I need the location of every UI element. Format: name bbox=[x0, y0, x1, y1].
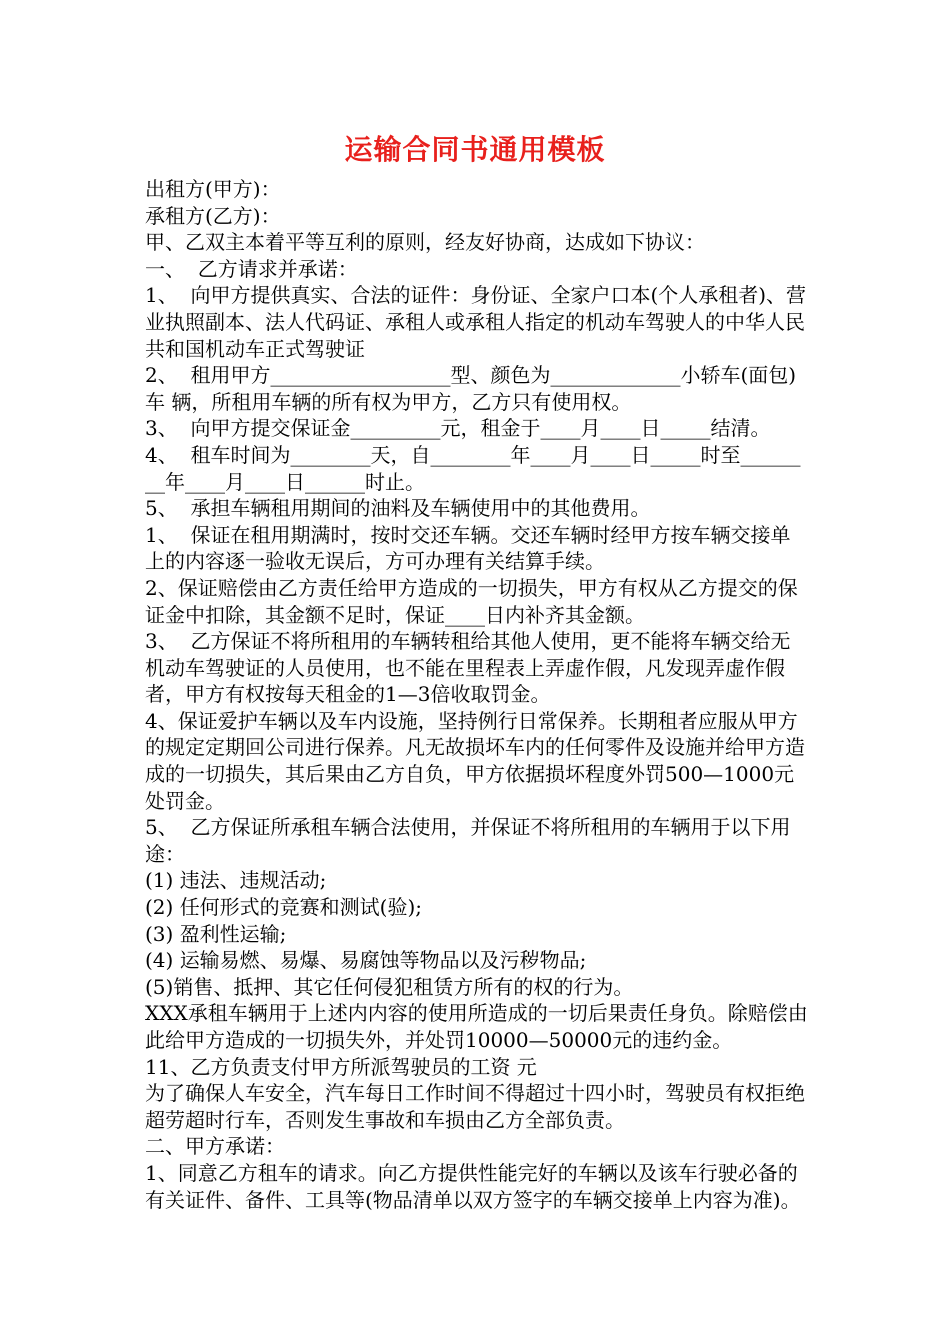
clause-driver-wage: 11、乙方负责支付甲方所派驾驶员的工资 元 bbox=[145, 1054, 537, 1079]
clause-no-sublet: 3、 乙方保证不将所租用的车辆转租给其他人使用，更不能将车辆交给无机动车驾驶证的人员使用，也不能在里程表上弄虚作假，凡发现弄虚作假者，甲方有权按每天租金的1—3倍收取罚金。 bbox=[145, 629, 791, 707]
clause-b3: 3、 向甲方提交保证金_________元，租金于____月____日_____结清。 bbox=[145, 416, 771, 441]
list-item: (3) 盈利性运输; bbox=[145, 921, 287, 946]
party-a-line: 出租方(甲方)： bbox=[145, 177, 281, 201]
party-b-line: 承租方(乙方)： bbox=[145, 203, 281, 228]
section-heading-party-b: 一、 乙方请求并承诺： bbox=[145, 256, 358, 281]
list-item: (2) 任何形式的竞赛和测试(验); bbox=[145, 895, 423, 920]
clause-compensation: 2、保证赔偿由乙方责任给甲方造成的一切损失，甲方有权从乙方提交的保证金中扣除，其金额不足时，保证____日内补齐其金额。 bbox=[145, 575, 798, 627]
list-item: (1) 违法、违规活动; bbox=[145, 868, 327, 893]
section-heading-party-a: 二、甲方承诺： bbox=[145, 1134, 285, 1159]
clause-maintenance: 4、保证爱护车辆以及车内设施，坚持例行日常保养。长期租者应服从甲方的规定定期回公司进行保养。凡无故损坏车内的任何零件及设施并给甲方造成的一切损失，其后果由乙方自负，甲方依据损坏程度外罚500—1000元处罚金。 bbox=[145, 708, 805, 813]
preamble: 甲、乙双主本着平等互利的原则，经友好协商，达成如下协议： bbox=[145, 230, 705, 255]
clause-liability: XXX承租车辆用于上述内内容的使用所造成的一切后果责任身负。除赔偿由此给甲方造成的一切损失外，并处罚10000—50000元的违约金。 bbox=[145, 1001, 808, 1052]
clause-b5: 5、 承担车辆租用期间的油料及车辆使用中的其他费用。 bbox=[145, 496, 651, 521]
list-item: (5)销售、抵押、其它任何侵犯租赁方所有的权的行为。 bbox=[145, 974, 634, 999]
clause-b2: 2、 租用甲方__________________型、颜色为_____________小轿车(面包)车 辆，所租用车辆的所有权为甲方，乙方只有使用权。 bbox=[145, 363, 797, 414]
clause-return-vehicle: 1、 保证在租用期满时，按时交还车辆。交还车辆时经甲方按车辆交接单上的内容逐一验收无误后，方可办理有关结算手续。 bbox=[145, 522, 791, 574]
clause-lawful-use: 5、 乙方保证所承租车辆合法使用，并保证不将所租用的车辆用于以下用途： bbox=[145, 815, 791, 866]
clause-a1: 1、同意乙方租车的请求。向乙方提供性能完好的车辆以及该车行驶必备的有关证件、备件、工具等(物品清单以双方签字的车辆交接单上内容为准)。 bbox=[145, 1160, 801, 1212]
clause-b1: 1、 向甲方提供真实、合法的证件：身份证、全家户口本(个人承租者)、营业执照副本、法人代码证、承租人或承租人指定的机动车驾驶人的中华人民共和国机动车正式驾驶证 bbox=[145, 283, 807, 361]
document-body bbox=[145, 176, 810, 1213]
clause-b4: 4、 租车时间为________天，自________年____月____日_____时至________年____月____日______时止。 bbox=[145, 442, 801, 494]
list-item: (4) 运输易燃、易爆、易腐蚀等物品以及污秽物品; bbox=[145, 948, 587, 973]
clause-safety: 为了确保人车安全，汽车每日工作时间不得超过十四小时，驾驶员有权拒绝超劳超时行车，否则发生事故和车损由乙方全部负责。 bbox=[145, 1081, 805, 1132]
page-title: 运输合同书通用模板 bbox=[344, 133, 606, 166]
